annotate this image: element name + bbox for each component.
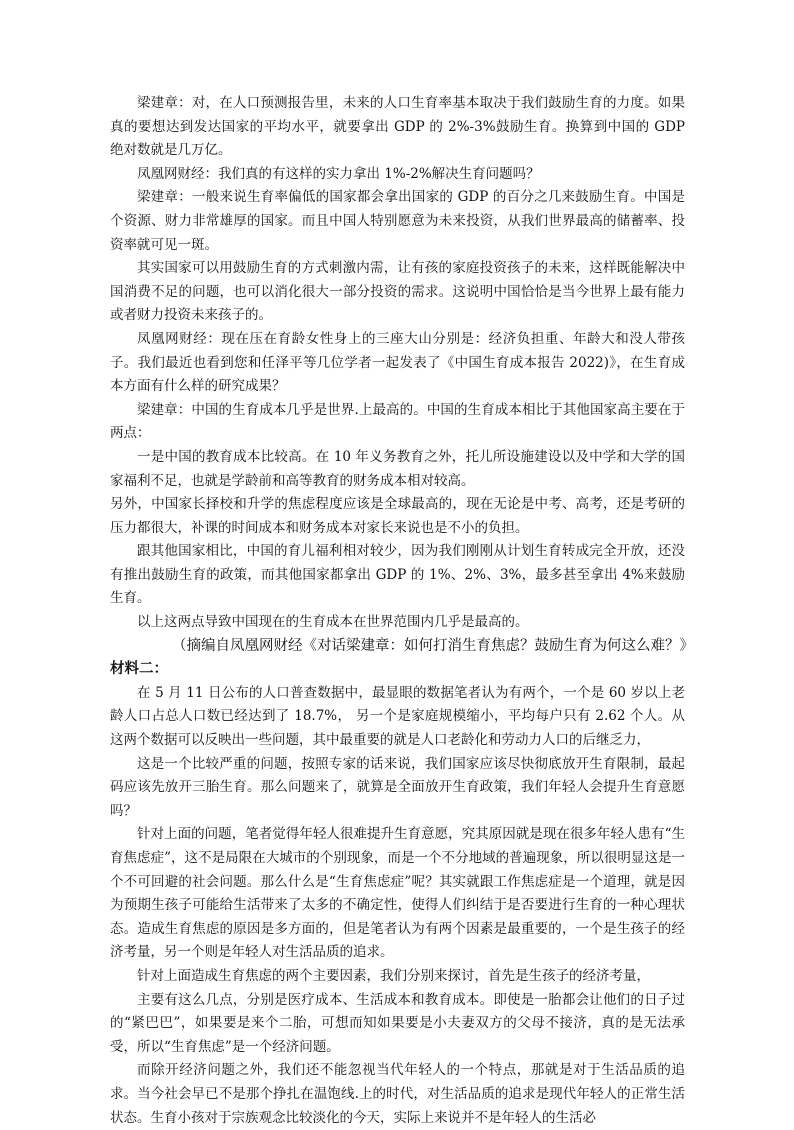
paragraph: 以上这两点导致中国现在的生育成本在世界范围内几乎是最高的。 <box>137 614 529 631</box>
paragraph: 跟其他国家相比，中国的育儿福利相对较少，因为我们刚刚从计划生育转成完全开放，还没有推出鼓励生育的政策，而其他国家都拿出 GDP 的 1%、2%、3%，最多甚至拿出 4%来鼓励生育。 <box>110 543 685 607</box>
section-heading: 材料二： <box>110 661 168 678</box>
paragraph: 在 5 月 11 日公布的人口普查数据中，最显眼的数据笔者认为有两个，一个是 60 岁以上老龄人口占总人口数已经达到了 18.7%， 另一个是家庭规模缩小，平均每户只有 2.62 个人。从这两个数据可以反映出一些问题，其中最重要的就是人口老龄化和劳动力人口的后继乏力， <box>110 684 685 749</box>
paragraph: 梁建章：一般来说生育率偏低的国家都会拿出国家的 GDP 的百分之几来鼓励生育。中国是个资源、财力非常雄厚的国家。而且中国人特别愿意为未来投资，从我们世界最高的储蓄率、投资率就可见一斑。 <box>110 189 685 253</box>
document-page <box>110 92 694 1130</box>
paragraph: 一是中国的教育成本比较高。在 10 年义务教育之外，托儿所设施建设以及中学和大学的国家福利不足，也就是学龄前和高等教育的财务成本相对较高。 <box>110 448 685 489</box>
paragraph: 主要有这么几点，分别是医疗成本、生活成本和教育成本。即使是一胎都会让他们的日子过的“紧巴巴”，如果要是来个二胎，可想而知如果要是小夫妻双方的父母不接济，真的是无法承受，所以“生育焦虑”是一个经济问题。 <box>110 991 685 1055</box>
paragraph: 这是一个比较严重的问题，按照专家的话来说，我们国家应该尽快彻底放开生育限制，最起码应该先放开三胎生育。那么问题来了，就算是全面放开生育政策，我们年轻人会提升生育意愿吗？ <box>110 755 685 819</box>
paragraph: 其实国家可以用鼓励生育的方式刺激内需，让有孩的家庭投资孩子的未来，这样既能解决中国消费不足的问题，也可以消化很大一部分投资的需求。这说明中国恰恰是当今世界上最有能力或者财力投资未来孩子的。 <box>110 260 685 324</box>
source-citation: （摘编自凤凰网财经《对话梁建章：如何打消生育焦虑？鼓励生育为何这么难？》 <box>172 637 694 654</box>
paragraph: 凤凰网财经：我们真的有这样的实力拿出 1%-2%解决生育问题吗？ <box>137 165 540 182</box>
paragraph: 梁建章：对，在人口预测报告里，未来的人口生育率基本取决于我们鼓励生育的力度。如果真的要想达到发达国家的平均水平，就要拿出 GDP 的 2%-3%鼓励生育。换算到中国的 GDP 绝对数就是几万亿。 <box>110 95 685 159</box>
paragraph: 而除开经济问题之外，我们还不能忽视当代年轻人的一个特点，那就是对于生活品质的追求。当今社会早已不是那个挣扎在温饱线.上的时代，对生活品质的追求是现代年轻人的正常生活状态。生育小孩对于宗族观念比较淡化的今天，实际上来说并不是年轻人的生活必 <box>110 1062 685 1126</box>
paragraph: 梁建章：中国的生育成本几乎是世界.上最高的。中国的生育成本相比于其他国家高主要在于两点： <box>110 401 685 442</box>
paragraph: 针对上面造成生育焦虑的两个主要因素，我们分别来探讨，首先是生孩子的经济考量， <box>137 967 650 984</box>
paragraph: 针对上面的问题，笔者觉得年轻人很难提升生育意愿，究其原因就是现在很多年轻人患有“生育焦虑症”，这不是局限在大城市的个别现象，而是一个不分地域的普遍现象，所以很明显这是一个不可回避的社会问题。那么什么是“生育焦虑症”呢？其实就跟工作焦虑症是一个道理，就是因为预期生孩子可能给生活带来了太多的不确定性，使得人们纠结于是否要进行生育的一种心理状态。造成生育焦虑的原因是多方面的，但是笔者认为有两个因素是最重要的，一个是生孩子的经济考量，另一个则是年轻人对生活品质的追求。 <box>110 826 685 961</box>
paragraph: 凤凰网财经：现在压在育龄女性身上的三座大山分别是：经济负担重、年龄大和没人带孩子。我们最近也看到您和任泽平等几位学者一起发表了《中国生育成本报告 2022)》，在生育成本方面有什么样的研究成果？ <box>110 330 685 395</box>
paragraph: 另外，中国家长择校和升学的焦虑程度应该是全球最高的，现在无论是中考、高考，还是考研的压力都很大，补课的时间成本和财务成本对家长来说也是不小的负担。 <box>110 496 685 536</box>
